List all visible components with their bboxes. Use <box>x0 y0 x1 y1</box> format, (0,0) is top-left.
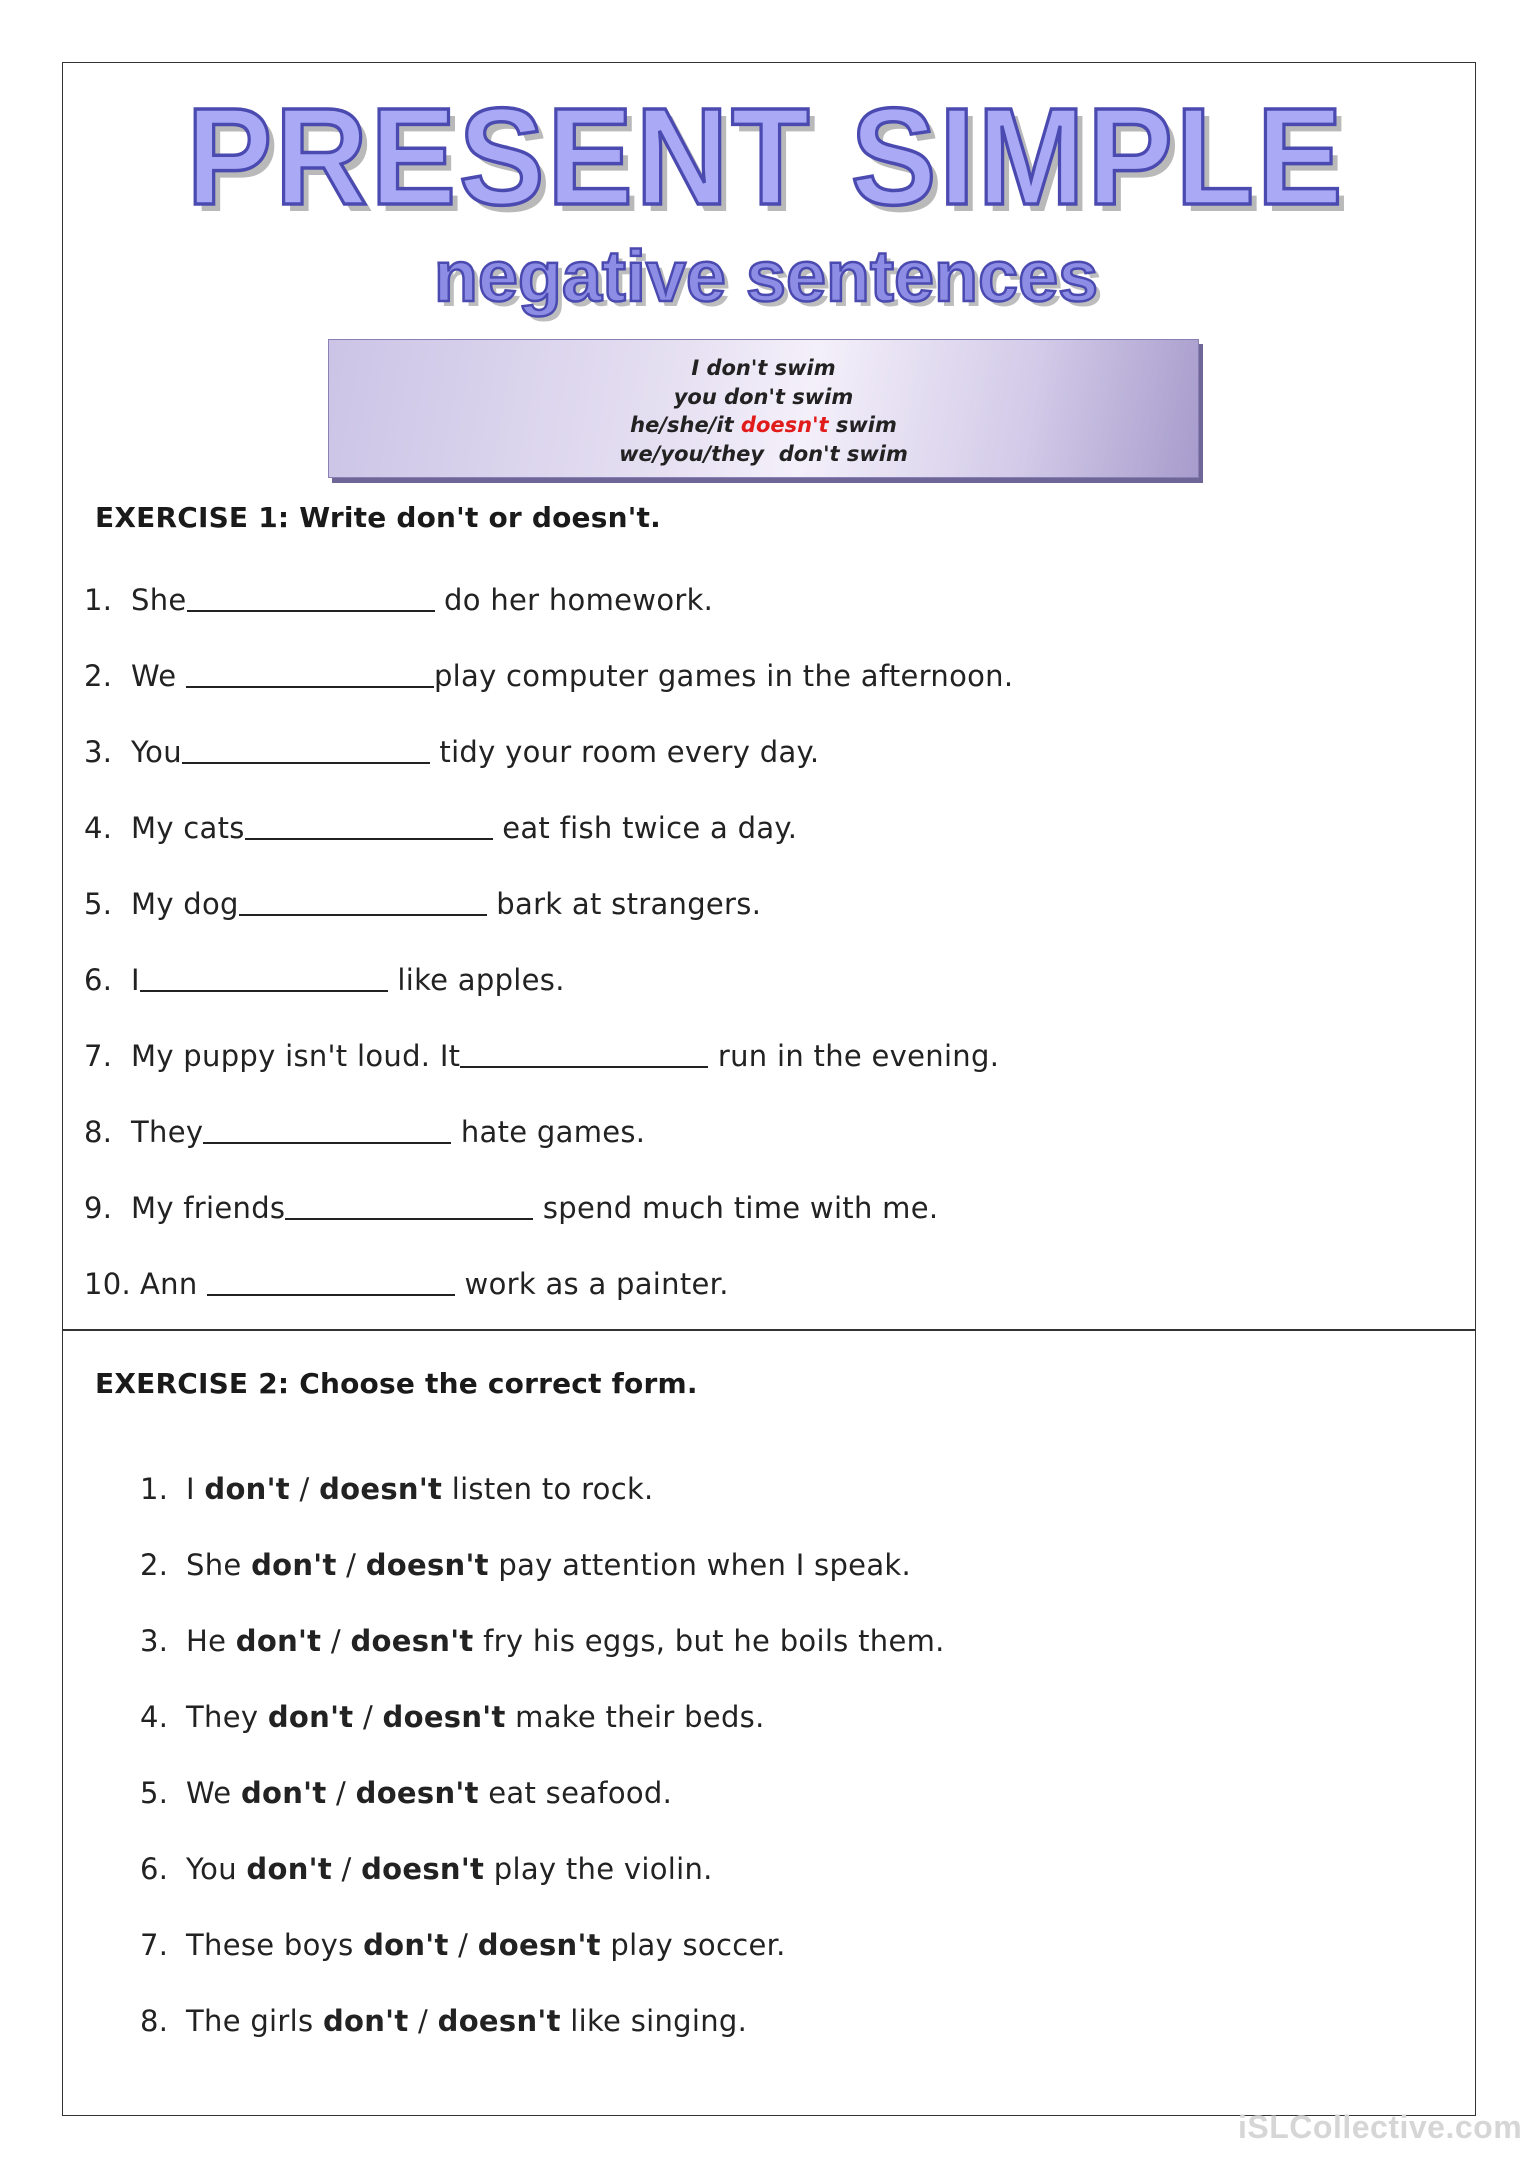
item-subject: The girls <box>186 2004 314 2038</box>
answer-blank[interactable] <box>460 1066 708 1068</box>
exercise2-item <box>140 2004 747 2038</box>
item-number: 1. <box>84 583 113 617</box>
answer-blank[interactable] <box>207 1294 455 1296</box>
exercise1-item <box>84 735 819 769</box>
choice-dont[interactable]: don't <box>204 1472 290 1506</box>
choice-doesnt[interactable]: doesn't <box>355 1776 479 1810</box>
choice-separator: / <box>332 1852 362 1886</box>
exercise2-item <box>140 1852 713 1886</box>
page-title <box>0 82 1532 232</box>
rule-line <box>329 440 1198 469</box>
item-number: 4. <box>140 1700 169 1734</box>
choice-doesnt[interactable]: doesn't <box>382 1700 506 1734</box>
item-text-after: hate games. <box>451 1115 646 1149</box>
exercise1-item <box>84 1115 645 1149</box>
choice-doesnt[interactable]: doesn't <box>477 1928 601 1962</box>
page-subtitle: negative sentences <box>433 237 1099 317</box>
item-rest: play soccer. <box>610 1928 786 1962</box>
item-subject: He <box>186 1624 227 1658</box>
item-number: 4. <box>84 811 113 845</box>
item-number: 7. <box>140 1928 169 1962</box>
choice-doesnt[interactable]: doesn't <box>361 1852 485 1886</box>
item-number: 5. <box>140 1776 169 1810</box>
exercise2-item <box>140 1928 786 1962</box>
item-rest: make their beds. <box>515 1700 765 1734</box>
choice-separator: / <box>289 1472 320 1506</box>
rule-text: we/you/they don't swim <box>619 441 908 466</box>
item-number: 7. <box>84 1039 113 1073</box>
item-number: 2. <box>84 659 113 693</box>
choice-doesnt[interactable]: doesn't <box>437 2004 561 2038</box>
item-number: 1. <box>140 1472 169 1506</box>
item-text-before: My friends <box>131 1191 286 1225</box>
choice-doesnt[interactable]: doesn't <box>319 1472 443 1506</box>
choice-separator: / <box>353 1700 383 1734</box>
item-number: 8. <box>84 1115 113 1149</box>
item-text-before: You <box>131 735 182 769</box>
item-text-before: They <box>131 1115 204 1149</box>
item-subject: We <box>186 1776 232 1810</box>
item-text-after: like apples. <box>387 963 565 997</box>
answer-blank[interactable] <box>239 914 487 916</box>
answer-blank[interactable] <box>140 990 388 992</box>
exercise1-item <box>84 963 565 997</box>
exercise2-item <box>140 1624 945 1658</box>
exercise1-heading: EXERCISE 1: Write don't or doesn't. <box>95 501 661 534</box>
exercise2-item <box>140 1548 911 1582</box>
item-subject: These boys <box>186 1928 354 1962</box>
item-rest: pay attention when I speak. <box>498 1548 912 1582</box>
choice-separator: / <box>326 1776 356 1810</box>
choice-doesnt[interactable]: doesn't <box>350 1624 474 1658</box>
item-rest: like singing. <box>570 2004 748 2038</box>
item-text-after: run in the evening. <box>708 1039 1000 1073</box>
exercise1-item <box>84 1191 938 1225</box>
item-text-after: work as a painter. <box>455 1267 729 1301</box>
item-rest: fry his eggs, but he boils them. <box>483 1624 945 1658</box>
item-text-before: I <box>131 963 140 997</box>
choice-dont[interactable]: don't <box>240 1776 327 1810</box>
item-text-after: spend much time with me. <box>533 1191 939 1225</box>
answer-blank[interactable] <box>187 610 435 612</box>
item-text-after: play computer games in the afternoon. <box>433 659 1014 693</box>
choice-dont[interactable]: don't <box>251 1548 337 1582</box>
rule-text: he/she/it <box>630 413 741 437</box>
item-number: 9. <box>84 1191 113 1225</box>
item-number: 6. <box>84 963 113 997</box>
choice-dont[interactable]: don't <box>246 1852 332 1886</box>
item-text-after: do her homework. <box>434 583 714 617</box>
choice-dont[interactable]: don't <box>322 2004 409 2038</box>
answer-blank[interactable] <box>245 838 493 840</box>
item-subject: You <box>186 1852 237 1886</box>
rule-text: I don't swim <box>691 356 836 380</box>
choice-dont[interactable]: don't <box>235 1624 322 1658</box>
answer-blank[interactable] <box>186 686 434 688</box>
answer-blank[interactable] <box>203 1142 451 1144</box>
item-text-before: My puppy isn't loud. It <box>131 1039 461 1073</box>
exercise2-heading: EXERCISE 2: Choose the correct form. <box>95 1367 698 1400</box>
page-title-text: PRESENT SIMPLE <box>186 80 1346 234</box>
item-number: 5. <box>84 887 113 921</box>
choice-separator: / <box>448 1928 478 1962</box>
item-text-before: My dog <box>131 887 239 921</box>
item-rest: eat seafood. <box>488 1776 673 1810</box>
answer-blank[interactable] <box>285 1218 533 1220</box>
item-number: 10. <box>84 1267 132 1301</box>
choice-separator: / <box>321 1624 351 1658</box>
item-subject: I <box>186 1472 195 1506</box>
rule-text: swim <box>828 413 897 437</box>
answer-blank[interactable] <box>182 762 430 764</box>
item-number: 6. <box>140 1852 169 1886</box>
exercise1-item <box>84 1039 999 1073</box>
choice-dont[interactable]: don't <box>363 1928 449 1962</box>
item-text-after: bark at strangers. <box>486 887 762 921</box>
rule-line <box>329 354 1198 383</box>
choice-doesnt[interactable]: doesn't <box>365 1548 489 1582</box>
item-subject: She <box>186 1548 242 1582</box>
exercise1-item <box>84 1267 729 1301</box>
exercise1-item <box>84 887 761 921</box>
item-number: 2. <box>140 1548 169 1582</box>
grammar-rule-box <box>328 339 1199 478</box>
item-text-after: eat fish twice a day. <box>492 811 798 845</box>
watermark: iSLCollective.com <box>1238 2109 1523 2145</box>
item-rest: play the violin. <box>493 1852 713 1886</box>
item-number: 3. <box>84 735 113 769</box>
exercise2-item <box>140 1472 654 1506</box>
exercise2-item <box>140 1776 672 1810</box>
item-text-before: She <box>131 583 187 617</box>
item-text-before: My cats <box>131 811 245 845</box>
rule-text: you don't swim <box>673 384 854 409</box>
rule-line <box>329 383 1198 412</box>
item-number: 3. <box>140 1624 169 1658</box>
item-text-after: tidy your room every day. <box>429 735 820 769</box>
item-number: 8. <box>140 2004 169 2038</box>
rule-highlight: doesn't <box>740 413 829 437</box>
exercise1-item <box>84 583 713 617</box>
exercise1-item <box>84 811 797 845</box>
choice-separator: / <box>336 1548 366 1582</box>
choice-dont[interactable]: don't <box>267 1700 354 1734</box>
exercise1-item <box>84 659 1013 693</box>
item-subject: They <box>186 1700 259 1734</box>
item-text-before: Ann <box>140 1267 208 1301</box>
exercise2-item <box>140 1700 765 1734</box>
item-text-before: We <box>131 659 186 693</box>
rule-line <box>329 411 1198 440</box>
section-divider <box>62 1329 1476 1331</box>
choice-separator: / <box>408 2004 438 2038</box>
item-rest: listen to rock. <box>451 1472 654 1506</box>
